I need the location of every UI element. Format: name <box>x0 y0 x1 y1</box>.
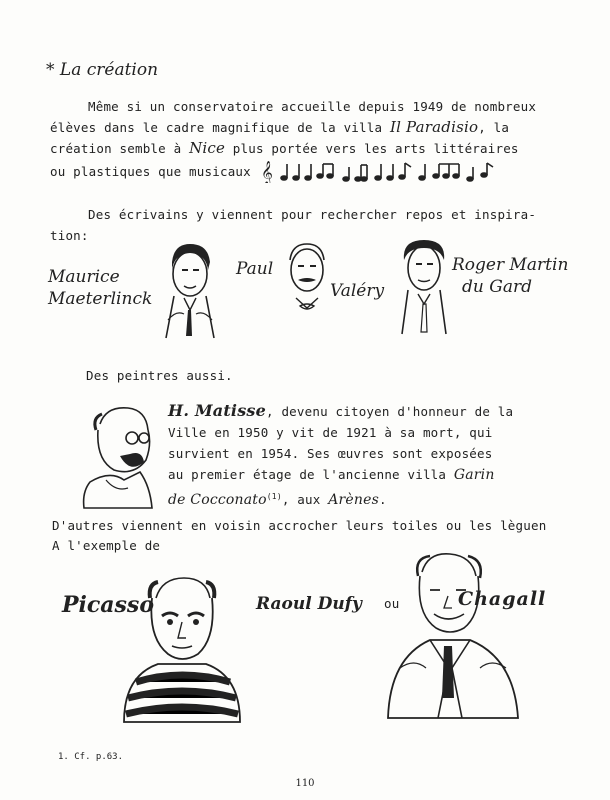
chagall-signature: Chagall <box>458 588 547 610</box>
villa-name-cont: de Cocconato <box>168 492 267 509</box>
text-span: , la <box>478 120 510 135</box>
text-line: Même si un conservatoire accueille depuis 1949 de nombreux <box>88 99 537 114</box>
first-name: Roger Martin <box>452 255 569 275</box>
matisse-signature: H. Matisse <box>168 401 266 420</box>
picasso-portrait <box>118 572 246 724</box>
villa-name: Il Paradisio <box>389 118 479 136</box>
villa-name: Garin <box>453 467 495 483</box>
maeterlinck-portrait <box>160 240 220 340</box>
paragraph-painters: Des peintres aussi. <box>86 368 233 383</box>
writer-name-maeterlinck <box>48 266 152 310</box>
dufy-signature: Raoul Dufy <box>256 594 362 614</box>
martin-du-gard-portrait <box>396 236 452 336</box>
city-name: Nice <box>189 139 226 157</box>
text-line: tion: <box>50 228 89 243</box>
connector-or: ou <box>384 596 400 611</box>
heading-title: La création <box>59 60 159 80</box>
text-span: au premier étage de l'ancienne villa <box>168 467 454 482</box>
paragraph-matisse <box>168 400 513 511</box>
text-span: , aux <box>281 492 329 508</box>
text-span: , devenu citoyen d'honneur de la <box>266 404 514 419</box>
footnote: 1. Cf. p.63. <box>58 752 124 762</box>
text-line <box>168 486 513 511</box>
text-line: A l'exemple de <box>52 538 161 553</box>
section-heading <box>46 60 158 80</box>
text-span: . <box>378 492 387 508</box>
picasso-signature: Picasso <box>62 592 154 618</box>
text-line <box>168 400 513 422</box>
text-line: D'autres viennent en voisin accrocher leurs toiles ou les lèguen <box>52 518 547 533</box>
heading-bullet: * <box>46 60 55 80</box>
text-line <box>50 138 536 159</box>
svg-text:𝄞: 𝄞 <box>260 160 273 183</box>
text-line <box>168 464 513 486</box>
text-line: Des écrivains y viennent pour rechercher repos et inspira- <box>88 207 537 222</box>
text-line: survient en 1954. Ses œuvres sont exposées <box>168 446 493 461</box>
matisse-portrait <box>80 400 164 510</box>
music-notes-icon <box>259 159 519 183</box>
last-name: du Gard <box>462 277 532 297</box>
last-name: Maeterlinck <box>48 289 153 309</box>
text-span: création semble à <box>50 141 190 156</box>
text-span: plus portée vers les arts littéraires <box>225 141 519 156</box>
arenes-name: Arènes <box>328 492 379 509</box>
writer-name-valery-first: Paul <box>236 259 274 279</box>
text-line <box>50 159 536 183</box>
page-number: 110 <box>295 778 315 789</box>
first-name: Maurice <box>48 267 120 287</box>
chagall-portrait <box>378 548 528 720</box>
paragraph-creation <box>50 96 536 183</box>
text-line: Ville en 1950 y vit de 1921 à sa mort, qui <box>168 425 493 440</box>
text-line <box>50 117 536 138</box>
text-span: ou plastiques que musicaux <box>50 163 251 179</box>
paragraph-writers <box>50 204 536 246</box>
text-span: élèves dans le cadre magnifique de la villa <box>50 120 390 135</box>
footnote-mark: (1) <box>266 492 282 501</box>
writer-name-valery-last: Valéry <box>330 281 385 301</box>
valery-portrait <box>282 242 332 320</box>
writer-name-martin-du-gard <box>452 254 568 298</box>
